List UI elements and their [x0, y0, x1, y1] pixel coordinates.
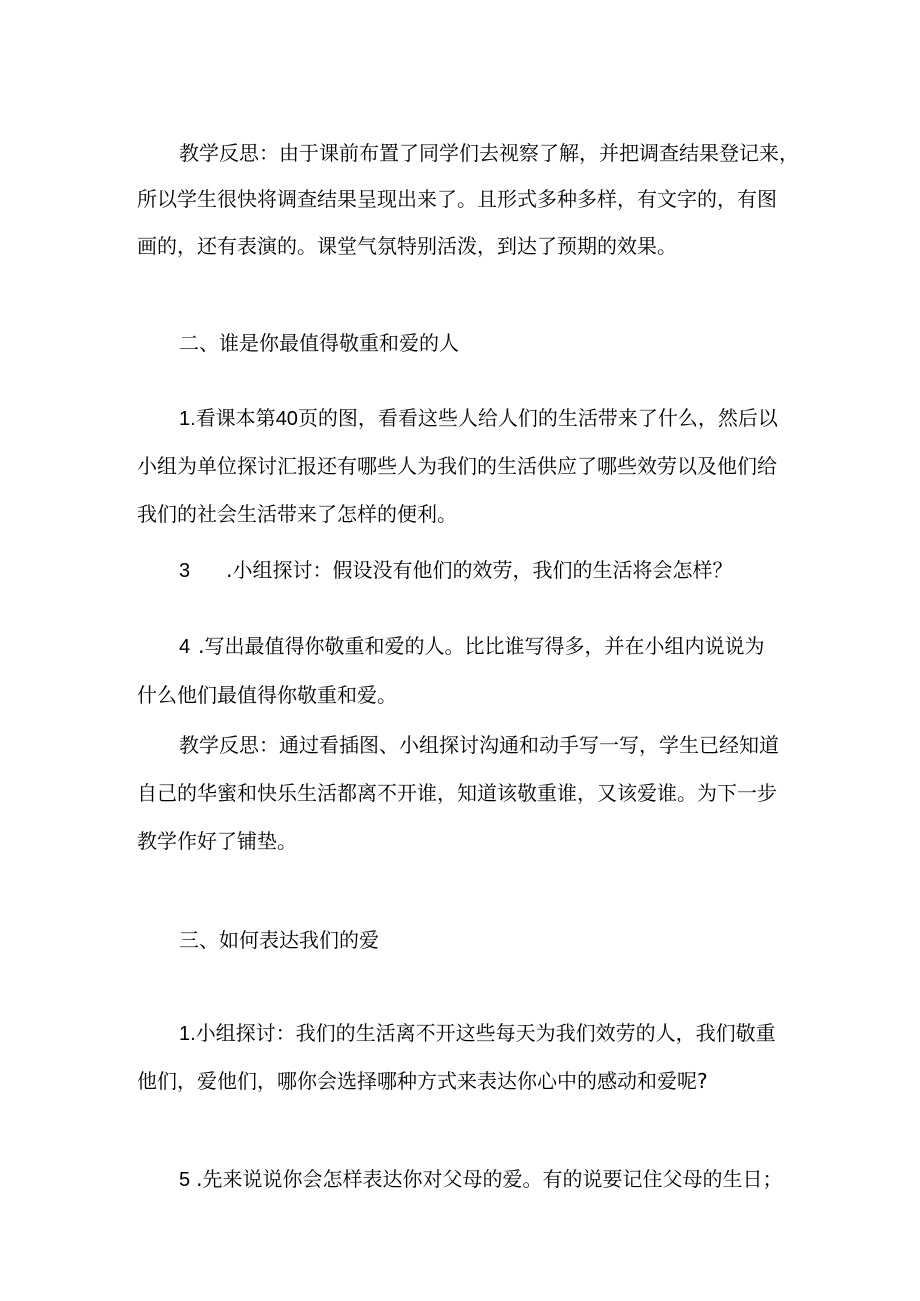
discussion-line-1	[179, 1020, 776, 1046]
reflection-2-line-1: 教学反思：通过看插图、小组探讨沟通和动手写一写，学生已经知道	[179, 733, 779, 757]
discussion-text: 小组探讨：我们的生活离不开这些每天为我们效劳的人，我们敬重	[195, 1021, 776, 1045]
item-1-line-1	[179, 405, 778, 431]
item-4-number: 4	[179, 636, 191, 658]
item-1-number: 1.	[179, 408, 196, 430]
section-heading-2: 二、谁是你最值得敬重和爱的人	[179, 331, 459, 355]
item-4-line-2: 什么他们最值得你敬重和爱。	[137, 683, 397, 707]
item-1-text-a: 看课本第	[195, 406, 276, 430]
reflection-1-line-1: 教学反思：由于课前布置了同学们去视察了解，并把调查结果登记来，	[179, 141, 799, 165]
item-5-line-1	[179, 1166, 782, 1192]
section-heading-3: 三、如何表达我们的爱	[179, 928, 379, 952]
item-5-text: .先来说说你会怎样表达你对父母的爱。有的说要记住父母的生日；	[196, 1167, 783, 1191]
discussion-line-2: 他们，爱他们，哪你会选择哪种方式来表达你心中的感动和爱呢?	[137, 1069, 708, 1093]
item-3-number: 3	[179, 560, 191, 582]
item-4-text: .写出最值得你敬重和爱的人。比比谁写得多，并在小组内说说为	[198, 634, 765, 658]
page-number-ref: 40	[275, 408, 298, 430]
discussion-number: 1.	[179, 1023, 196, 1045]
item-1-line-2: 小组为单位探讨汇报还有哪些人为我们的生活供应了哪些效劳以及他们给	[137, 454, 777, 478]
item-1-line-3: 我们的社会生活带来了怎样的便利。	[137, 502, 457, 526]
reflection-1-line-3: 画的，还有表演的。课堂气氛特别活泼，到达了预期的效果。	[137, 234, 677, 258]
item-1-text-b: 页的图，看看这些人给人们的生活带来了什么，然后以	[297, 406, 778, 430]
reflection-1-line-2: 所以学生很快将调查结果呈现出来了。且形式多种多样，有文字的，有图	[137, 187, 777, 211]
item-3-text: .小组探讨：假设没有他们的效劳，我们的生活将会怎样？	[226, 558, 733, 582]
item-5-number: 5	[179, 1169, 191, 1191]
item-3-line	[179, 557, 732, 583]
reflection-2-line-2: 自己的华蜜和快乐生活都离不开谁，知道该敬重谁，又该爱谁。为下一步	[137, 781, 777, 805]
reflection-2-line-3: 教学作好了铺垫。	[137, 829, 297, 853]
item-4-line-1	[179, 633, 764, 659]
